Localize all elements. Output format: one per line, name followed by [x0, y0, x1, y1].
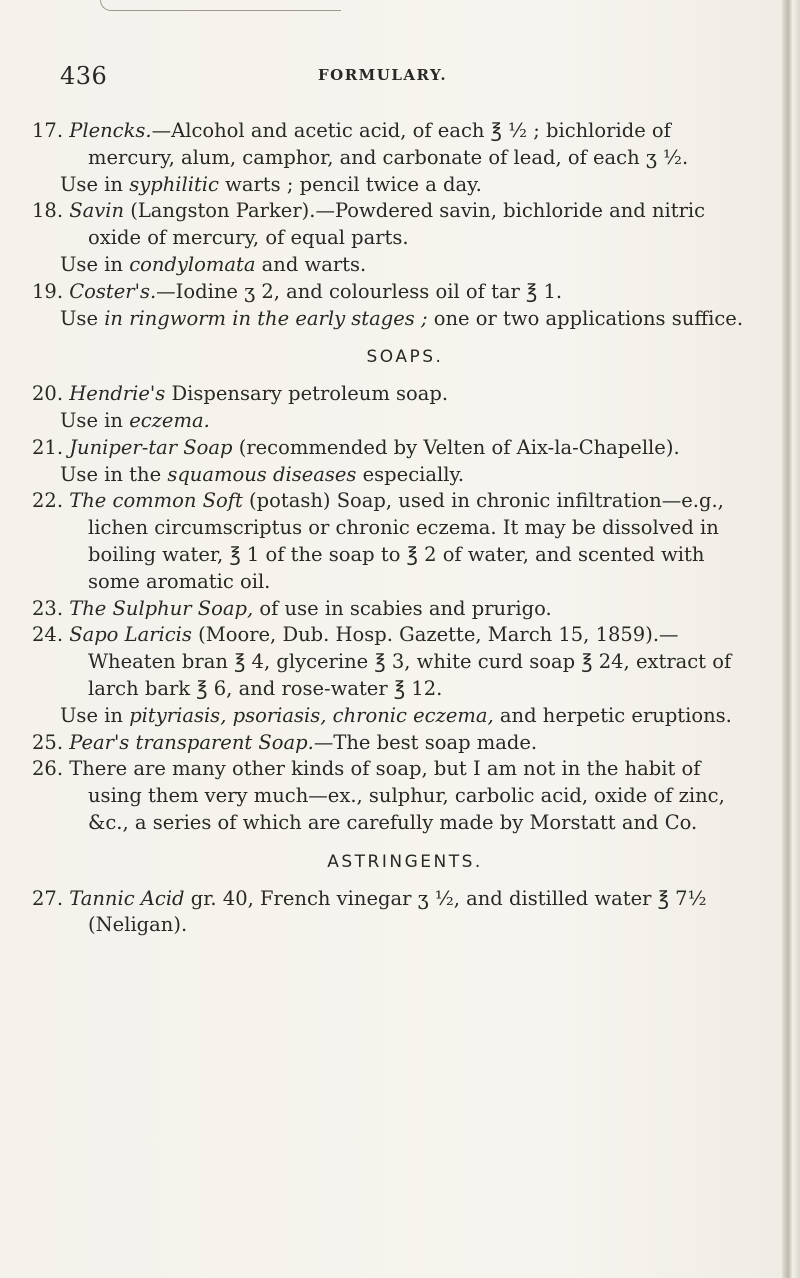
usage-note: [60, 703, 750, 730]
entry-number: 23.: [32, 596, 64, 620]
usage-note: [60, 408, 750, 435]
formula-entry: [32, 596, 750, 623]
entry-text: (Moore, Dub. Hosp. Gazette, March 15, 1859).—Wheaten bran ℥ 4, glycerine ℥ 3, white curd soap ℥ 24, extract of larch bark ℥ 6, and rose-water ℥ 12.: [88, 623, 732, 700]
usage-indication: syphilitic: [129, 172, 219, 196]
entry-number: 24.: [32, 623, 64, 647]
formula-entry: [32, 488, 750, 595]
entry-title: Hendrie's: [69, 382, 166, 406]
entry-number: 25.: [32, 730, 64, 754]
entry-title: Juniper-tar Soap: [69, 435, 233, 459]
entry-number: 21.: [32, 435, 64, 459]
entry-text: (potash) Soap, used in chronic infiltration—e.g., lichen circumscriptus or chronic eczema. It may be dissolved in boiling water, ℥ 1 of the soap to ℥ 2 of water, and scented with some aromatic oil.: [88, 489, 724, 593]
entry-text: Dispensary petroleum soap.: [165, 382, 449, 406]
entry-title: Plencks.: [69, 119, 152, 142]
formula-entry: [32, 435, 750, 462]
entry-title: Savin: [69, 199, 125, 223]
page-edge-shadow: [782, 0, 800, 1278]
entry-number: 26.: [32, 757, 64, 781]
page-edge-mark: [100, 0, 341, 11]
usage-prefix: Use in: [60, 252, 130, 276]
section-heading: ASTRINGENTS.: [327, 851, 483, 872]
usage-indication: in ringworm in the early stages ;: [104, 306, 428, 330]
usage-suffix: and warts.: [255, 252, 367, 276]
entry-text: (Langston Parker).—Powdered savin, bichloride and nitric oxide of mercury, of equal parts.: [88, 199, 706, 250]
usage-prefix: Use: [60, 306, 105, 330]
usage-suffix: one or two applications suffice.: [427, 306, 744, 330]
formula-entry: [32, 279, 750, 306]
section-heading: SOAPS.: [366, 347, 444, 368]
formula-entry: [32, 730, 750, 757]
usage-suffix: and herpetic eruptions.: [493, 703, 732, 727]
usage-indication: pityriasis, psoriasis, chronic eczema,: [129, 703, 494, 727]
usage-suffix: warts ; pencil twice a day.: [218, 172, 482, 196]
usage-note: [60, 172, 750, 199]
entry-title: The Sulphur Soap,: [69, 596, 254, 620]
formula-entry: [32, 381, 750, 408]
formula-entry: [32, 118, 750, 172]
body-text: [32, 118, 750, 939]
entry-text: gr. 40, French vinegar ʒ ½, and distilled water ℥ 7½ (Neligan).: [88, 886, 707, 937]
entry-title: Pear's transparent Soap.: [69, 730, 314, 754]
usage-prefix: Use in the: [60, 462, 168, 486]
entry-text: There are many other kinds of soap, but I am not in the habit of using them very much—ex., sulphur, carbolic acid, oxide of zinc, &c., a series of which are carefully made by Morstatt and Co.: [69, 757, 725, 834]
usage-indication: squamous diseases: [167, 462, 357, 486]
formula-entry: [32, 756, 750, 836]
usage-suffix: especially.: [356, 462, 465, 486]
entry-text: (recommended by Velten of Aix-la-Chapelle).: [232, 435, 680, 459]
entry-number: 22.: [32, 489, 64, 513]
entry-number: 20.: [32, 382, 64, 406]
entry-text: —Alcohol and acetic acid, of each ℥ ½ ; bichloride of mercury, alum, camphor, and carbonate of lead, of each ʒ ½.: [88, 119, 689, 169]
header-title: FORMULARY.: [318, 66, 448, 84]
entry-text: —Iodine ʒ 2, and colourless oil of tar ℥ 1.: [156, 279, 563, 303]
usage-prefix: Use in: [60, 703, 130, 727]
entry-number: 18.: [32, 199, 64, 223]
entry-title: Coster's.: [69, 279, 157, 303]
entry-number: 17.: [32, 119, 64, 142]
entry-number: 19.: [32, 279, 64, 303]
entry-title: The common Soft: [69, 489, 243, 513]
entry-text: —The best soap made.: [313, 730, 538, 754]
usage-indication: eczema.: [129, 408, 210, 432]
usage-note: [60, 306, 750, 333]
usage-prefix: Use in: [60, 408, 130, 432]
formula-entry: [32, 622, 750, 702]
formula-entry: [32, 886, 750, 940]
entry-title: Tannic Acid: [69, 886, 185, 910]
usage-note: [60, 462, 750, 489]
formula-entry: [32, 198, 750, 252]
usage-indication: condylomata: [129, 252, 256, 276]
entry-number: 27.: [32, 886, 64, 910]
usage-note: [60, 252, 750, 279]
usage-prefix: Use in: [60, 172, 130, 196]
entry-title: Sapo Laricis: [69, 623, 192, 647]
running-header: [60, 62, 740, 90]
entry-text: of use in scabies and prurigo.: [253, 596, 552, 620]
page-number: 436: [60, 62, 108, 90]
